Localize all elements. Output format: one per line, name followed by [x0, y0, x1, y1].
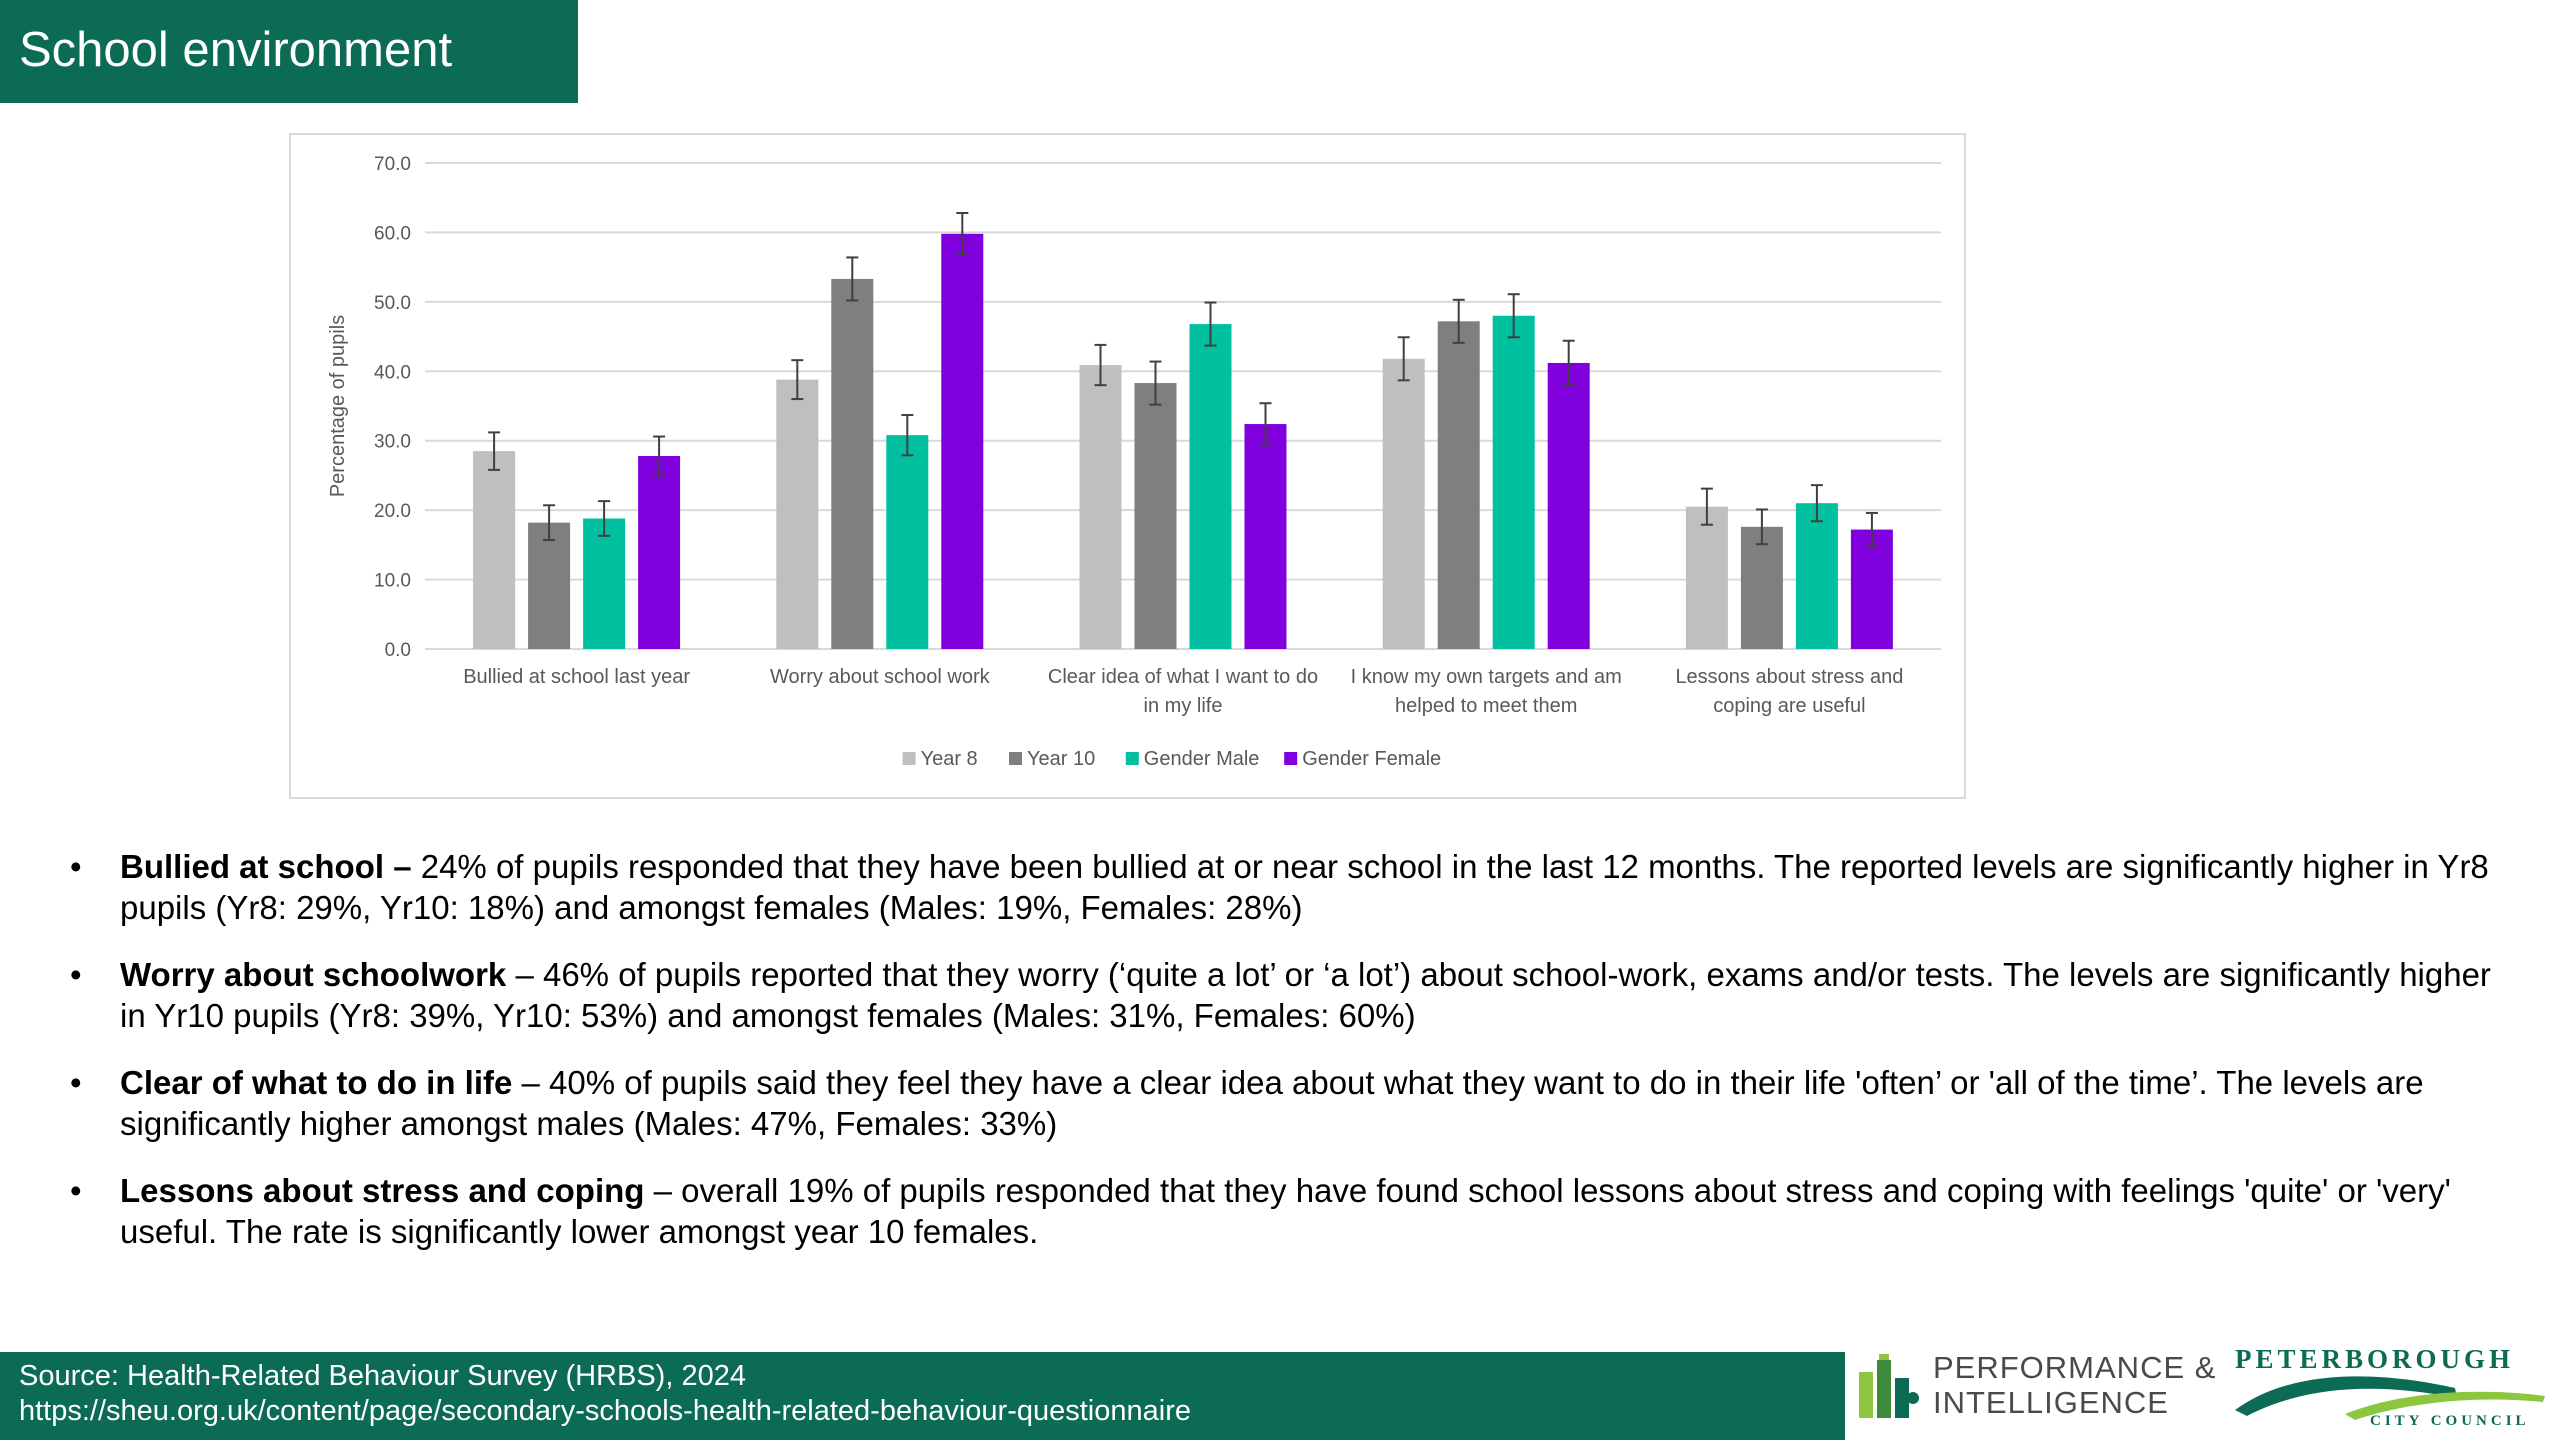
bar-chart: [291, 135, 1964, 797]
bar: [1796, 503, 1838, 649]
bar: [638, 456, 680, 649]
bar: [1383, 359, 1425, 649]
x-tick-label: Lessons about stress and: [1675, 666, 1904, 688]
x-tick-label: in my life: [1143, 695, 1223, 717]
bullet-heading: Worry about schoolwork: [120, 956, 507, 993]
y-tick-label: 20.0: [374, 501, 411, 523]
y-axis-label: Percentage of pupils: [327, 314, 349, 498]
page-title: School environment: [19, 23, 453, 77]
x-tick-label: Worry about school work: [769, 666, 990, 688]
source-url: https://sheu.org.uk/content/page/secondary-schools-health-related-behaviour-questionnaire: [19, 1395, 1191, 1427]
y-tick-label: 30.0: [374, 431, 411, 453]
bullet-icon: •: [70, 1172, 82, 1209]
bar: [528, 523, 570, 649]
bar: [1493, 316, 1535, 649]
legend-swatch: [1284, 752, 1297, 765]
bar: [886, 435, 928, 649]
title-banner: [0, 0, 578, 103]
bullet-text: – 46% of pupils reported that they worry (‘quite a lot’ or ‘a lot’) about school-work, exams and/or tests. The levels are significantly higher in Yr10 pupils (Yr8: 39%, Yr10: 53%) and amongst females (Males: 31%, Females: 60%): [120, 956, 2491, 1034]
bullet-text: – overall 19% of pupils responded that they have found school lessons about stress and coping with feelings 'quite' or 'very' useful. The rate is significantly lower amongst year 10 females.: [120, 1172, 2451, 1250]
bar: [1190, 324, 1232, 649]
bar: [583, 518, 625, 649]
y-tick-label: 60.0: [374, 223, 411, 245]
legend-label: Year 8: [920, 748, 978, 770]
bar: [1851, 530, 1893, 649]
bullet-list: [70, 846, 2510, 1278]
bullet-icon: •: [70, 848, 82, 885]
bar: [776, 380, 818, 649]
legend-label: Gender Male: [1143, 748, 1260, 770]
legend-label: Year 10: [1027, 748, 1096, 770]
bar: [1548, 363, 1590, 649]
y-tick-label: 0.0: [384, 640, 411, 661]
bullet-item: [70, 1170, 2510, 1252]
legend-swatch: [903, 752, 916, 765]
pi-logo-line1: PERFORMANCE &: [1933, 1350, 2217, 1385]
bullet-item: [70, 1062, 2510, 1144]
x-tick-label: I know my own targets and am: [1350, 666, 1622, 688]
bar: [1080, 365, 1122, 649]
performance-intelligence-logo: [1855, 1350, 2215, 1430]
bullet-heading: Clear of what to do in life: [120, 1064, 513, 1101]
bullet-heading: Bullied at school –: [120, 848, 412, 885]
council-name: PETERBOROUGH: [2235, 1344, 2515, 1374]
bullet-item: [70, 846, 2510, 928]
bullet-item: [70, 954, 2510, 1036]
legend-label: Gender Female: [1302, 748, 1442, 770]
council-subtitle: CITY COUNCIL: [2370, 1413, 2530, 1429]
bar: [831, 279, 873, 649]
x-tick-label: Bullied at school last year: [463, 666, 690, 688]
pi-logo-text: [1933, 1350, 2216, 1420]
bar: [1135, 383, 1177, 649]
x-tick-label: Clear idea of what I want to do: [1047, 666, 1319, 688]
y-tick-label: 70.0: [374, 154, 411, 175]
bar: [1245, 424, 1287, 649]
bullet-heading: Lessons about stress and coping: [120, 1172, 645, 1209]
y-tick-label: 10.0: [374, 570, 411, 592]
bullet-icon: •: [70, 956, 82, 993]
legend-swatch: [1126, 752, 1139, 765]
bar: [1686, 507, 1728, 649]
bar: [473, 451, 515, 649]
peterborough-council-logo: [2225, 1338, 2555, 1438]
source-text: Source: Health-Related Behaviour Survey (HRBS), 2024: [19, 1360, 746, 1392]
legend-swatch: [1009, 752, 1022, 765]
x-tick-label: helped to meet them: [1395, 695, 1578, 717]
bar: [941, 234, 983, 649]
y-tick-label: 50.0: [374, 292, 411, 314]
pi-logo-icon: [1855, 1350, 1921, 1426]
bullet-icon: •: [70, 1064, 82, 1101]
bullet-text: 24% of pupils responded that they have been bullied at or near school in the last 12 months. The reported levels are significantly higher in Yr8 pupils (Yr8: 29%, Yr10: 18%) and amongst females (Males: 19%, Females: 28%): [120, 848, 2489, 926]
footer-bar: [0, 1352, 1845, 1440]
x-tick-label: coping are useful: [1713, 695, 1866, 717]
pi-logo-line2: INTELLIGENCE: [1933, 1385, 2169, 1420]
chart-container: [289, 133, 1966, 799]
bullet-text: – 40% of pupils said they feel they have a clear idea about what they want to do in their life 'often’ or 'all of the time’. The levels are significantly higher amongst males (Males: 47%, Females: 33%): [120, 1064, 2424, 1142]
y-tick-label: 40.0: [374, 362, 411, 384]
bar: [1438, 321, 1480, 649]
